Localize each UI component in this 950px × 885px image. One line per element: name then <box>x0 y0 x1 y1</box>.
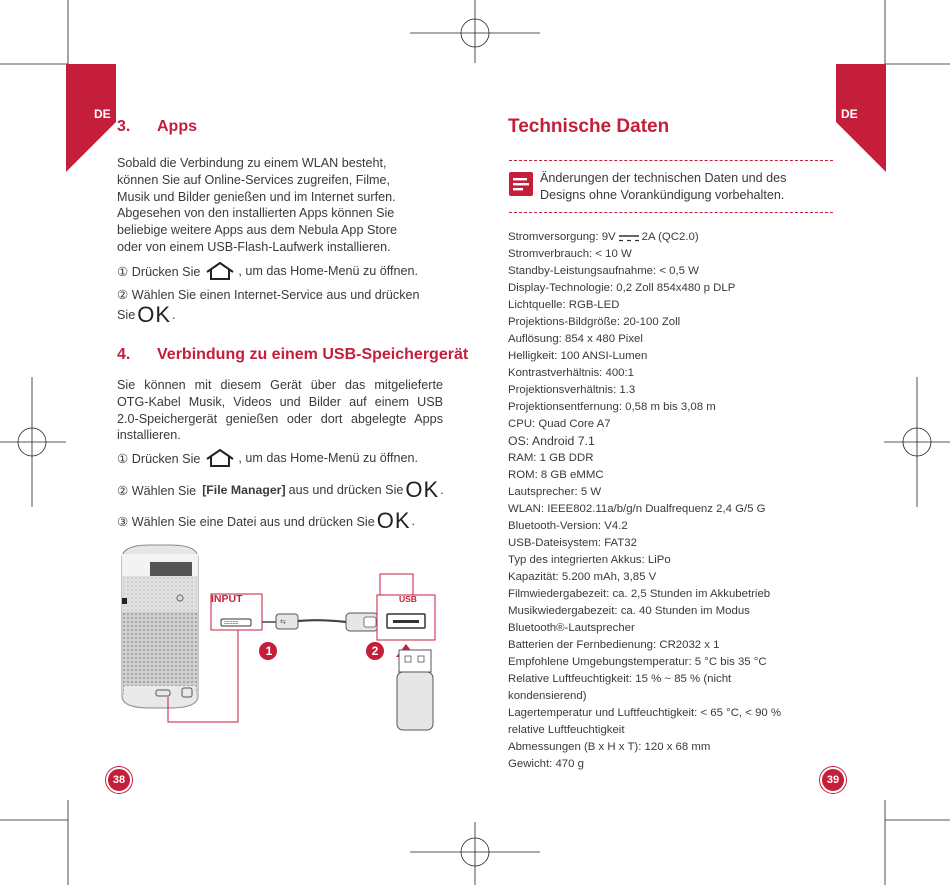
section-4-step-2: ② Wählen Sie [File Manager] aus und drücken Sie OK . <box>117 477 444 502</box>
section-4-paragraph: Sie können mit diesem Gerät über das mitgelieferte OTG-Kabel Musik, Videos und Bilder auf einem USB 2.0-Speichergerät genießen oder dort abgelegte Apps installieren. <box>117 378 443 443</box>
spec-item: Typ des integrierten Akkus: LiPo <box>508 554 671 566</box>
registration-target-bottom <box>410 822 540 885</box>
spec-power-supply: Stromversorgung: 9V 2A (QC2.0) <box>508 231 699 243</box>
spec-item: kondensierend) <box>508 690 587 702</box>
home-icon <box>204 447 236 469</box>
marker-2-label: 2 <box>371 644 379 658</box>
svg-text:⇆: ⇆ <box>280 619 286 626</box>
spec-item: Display-Technologie: 0,2 Zoll 854x480 p DLP <box>508 282 736 294</box>
ok-button-glyph: OK <box>376 508 411 533</box>
spec-item: Projektions-Bildgröße: 20-100 Zoll <box>508 316 681 328</box>
spec-item: OS: Android 7.1 <box>508 434 595 448</box>
svg-text:=====: ===== <box>224 620 239 627</box>
spec-item: Musikwiedergabezeit: ca. 40 Stunden im Modus <box>508 605 750 617</box>
language-tag-left: DE <box>94 107 111 121</box>
section-3-step-2-line-1: ② Wählen Sie einen Internet-Service aus und drücken <box>117 288 420 302</box>
registration-target-left <box>0 377 66 507</box>
spec-item: CPU: Quad Core A7 <box>508 418 611 430</box>
marker-1-label: 1 <box>265 644 273 658</box>
spec-item: Abmessungen (B x H x T): 120 x 68 mm <box>508 741 711 753</box>
spec-item: Bluetooth®-Lautsprecher <box>508 622 635 634</box>
file-manager-label: [File Manager] <box>202 483 286 497</box>
spec-item: Auflösung: 854 x 480 Pixel <box>508 333 643 345</box>
spec-item: Lagertemperatur und Luftfeuchtigkeit: < 65 °C, < 90 % <box>508 707 782 719</box>
spec-item: Gewicht: 470 g <box>508 758 584 770</box>
spec-item: Relative Luftfeuchtigkeit: 15 % ~ 85 % (nicht <box>508 673 732 685</box>
section-3-paragraph: Sobald die Verbindung zu einem WLAN besteht, können Sie auf Online-Services zugreifen, Filme, Musik und Bilder genießen und im Internet surfen. Abgesehen von den installierten Apps können Sie beliebige weitere Apps aus dem Nebula App Store oder von einem USB-Flash-Laufwerk installieren. <box>117 156 398 254</box>
spec-item: Helligkeit: 100 ANSI-Lumen <box>508 350 648 362</box>
input-label: INPUT <box>211 593 243 605</box>
usb-flash-drive <box>397 650 433 730</box>
spec-item: Kapazität: 5.200 mAh, 3,85 V <box>508 571 657 583</box>
page-number-right: 39 <box>820 767 846 793</box>
registration-target-right <box>884 377 950 507</box>
section-3-title: Apps <box>157 118 197 135</box>
ok-button-glyph: OK <box>137 302 171 327</box>
spec-item: Batterien der Fernbedienung: CR2032 x 1 <box>508 639 720 651</box>
section-3-number: 3. <box>117 118 131 135</box>
spec-item: USB-Dateisystem: FAT32 <box>508 537 637 549</box>
spec-item: Projektionsverhältnis: 1.3 <box>508 384 636 396</box>
ok-button-glyph: OK <box>405 477 440 502</box>
page-title: Technische Daten <box>508 116 670 137</box>
spec-item: Projektionsentfernung: 0,58 m bis 3,08 m <box>508 401 716 413</box>
disclaimer-note: Änderungen der technischen Daten und des Designs ohne Vorankündigung vorbehalten. <box>540 171 787 202</box>
page-number-left: 38 <box>106 767 132 793</box>
section-4-title: Verbindung zu einem USB-Speichergerät <box>157 346 469 363</box>
spec-item: Stromverbrauch: < 10 W <box>508 248 632 260</box>
section-4-step-1: ① Drücken Sie , um das Home-Menü zu öffnen. <box>117 447 418 469</box>
spec-item: WLAN: IEEE802.11a/b/g/n Dualfrequenz 2,4 G/5 G <box>508 503 766 515</box>
spec-item: Lichtquelle: RGB-LED <box>508 299 620 311</box>
divider-top <box>509 160 833 161</box>
spec-item: Lautsprecher: 5 W <box>508 486 602 498</box>
spec-item: Standby-Leistungsaufnahme: < 0,5 W <box>508 265 699 277</box>
section-3-step-1: ① Drücken Sie , um das Home-Menü zu öffnen. <box>117 260 418 282</box>
section-3-step-2-line-2: Sie OK . <box>117 302 176 327</box>
spec-item: RAM: 1 GB DDR <box>508 452 594 464</box>
section-4-number: 4. <box>117 346 131 363</box>
usb-connection-diagram <box>110 540 450 740</box>
spec-item: ROM: 8 GB eMMC <box>508 469 604 481</box>
spec-item: Empfohlene Umgebungstemperatur: 5 °C bis 35 °C <box>508 656 767 668</box>
note-icon <box>509 172 533 196</box>
registration-target-top <box>410 0 540 63</box>
usb-label: USB <box>399 594 417 604</box>
home-icon <box>204 260 236 282</box>
spec-item: relative Luftfeuchtigkeit <box>508 724 625 736</box>
spec-list <box>508 229 781 773</box>
dc-symbol-icon <box>618 233 640 243</box>
spec-item: Filmwiedergabezeit: ca. 2,5 Stunden im Akkubetrieb <box>508 588 771 600</box>
projector-illustration <box>122 545 198 708</box>
divider-bottom <box>509 212 833 213</box>
section-4-step-3: ③ Wählen Sie eine Datei aus und drücken Sie OK . <box>117 508 416 533</box>
spec-item: Bluetooth-Version: V4.2 <box>508 520 628 532</box>
language-tag-right: DE <box>841 107 858 121</box>
spec-item: Kontrastverhältnis: 400:1 <box>508 367 635 379</box>
